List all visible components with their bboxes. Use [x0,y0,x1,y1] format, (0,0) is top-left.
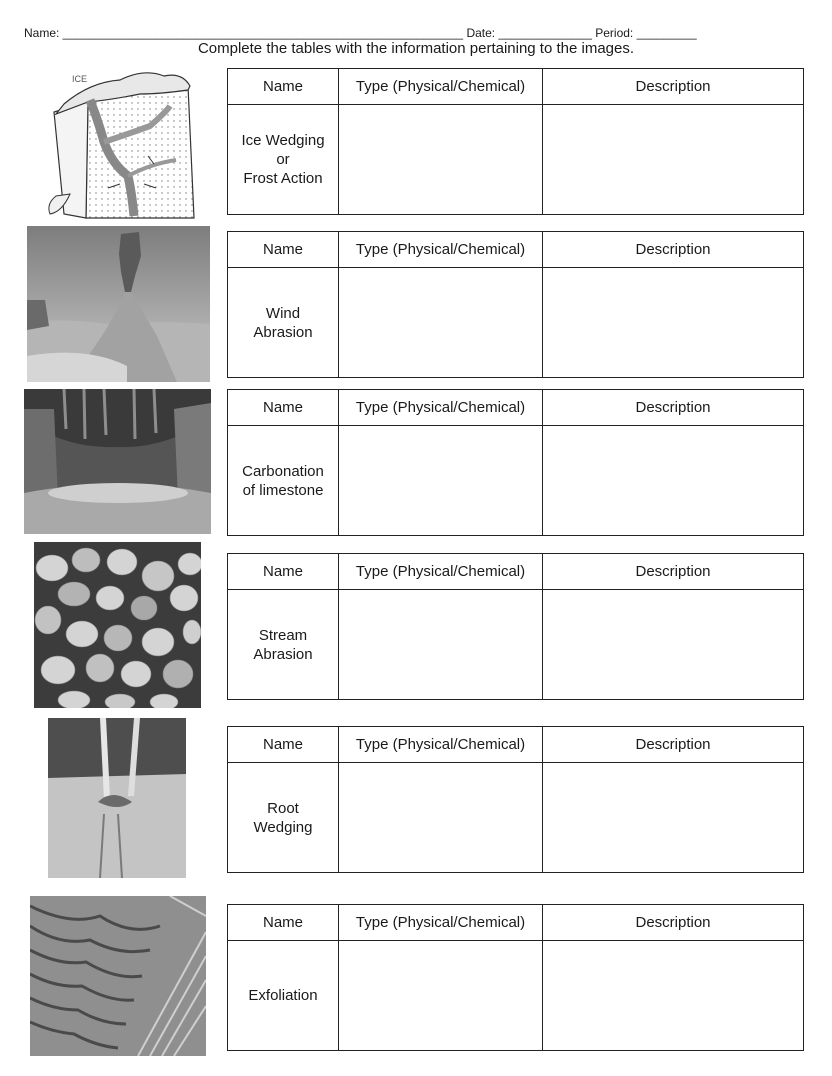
name-header: Name [228,390,339,426]
stream-pebbles-image [34,542,201,708]
type-header: Type (Physical/Chemical) [339,69,543,105]
description-answer-cell[interactable] [543,105,804,215]
name-header: Name [228,69,339,105]
row-name: Carbonation of limestone [228,426,339,536]
description-answer-cell[interactable] [543,941,804,1051]
row-name: Ice Wedging or Frost Action [228,105,339,215]
name-header: Name [228,905,339,941]
instructions: Complete the tables with the information pertaining to the images. [197,40,635,57]
type-answer-cell[interactable] [339,941,543,1051]
description-header: Description [543,905,804,941]
type-header: Type (Physical/Chemical) [339,905,543,941]
name-header: Name [228,554,339,590]
exfoliation-image [30,896,206,1056]
type-answer-cell[interactable] [339,426,543,536]
type-answer-cell[interactable] [339,105,543,215]
description-header: Description [543,232,804,268]
type-answer-cell[interactable] [339,590,543,700]
weathering-table-3 [227,389,804,536]
description-header: Description [543,727,804,763]
type-header: Type (Physical/Chemical) [339,727,543,763]
description-answer-cell[interactable] [543,763,804,873]
description-answer-cell[interactable] [543,268,804,378]
weathering-table-1 [227,68,804,215]
type-answer-cell[interactable] [339,268,543,378]
weathering-table-5 [227,726,804,873]
student-info-line: Name: ____________________________________________________________ Date: ______________ Period: _________ [24,26,697,40]
description-header: Description [543,554,804,590]
name-header: Name [228,232,339,268]
weathering-table-2 [227,231,804,378]
weathering-table-6 [227,904,804,1051]
row-name: Exfoliation [228,941,339,1051]
type-header: Type (Physical/Chemical) [339,232,543,268]
type-header: Type (Physical/Chemical) [339,390,543,426]
description-answer-cell[interactable] [543,590,804,700]
name-header: Name [228,727,339,763]
ice-wedging-image [40,64,196,220]
wind-abrasion-image [27,226,210,382]
ice-label: ICE [72,74,88,84]
weathering-table-4 [227,553,804,700]
limestone-cave-image [24,389,211,534]
type-header: Type (Physical/Chemical) [339,554,543,590]
row-name: Root Wedging [228,763,339,873]
description-answer-cell[interactable] [543,426,804,536]
type-answer-cell[interactable] [339,763,543,873]
description-header: Description [543,390,804,426]
root-wedging-image [48,718,186,878]
row-name: Wind Abrasion [228,268,339,378]
description-header: Description [543,69,804,105]
row-name: Stream Abrasion [228,590,339,700]
